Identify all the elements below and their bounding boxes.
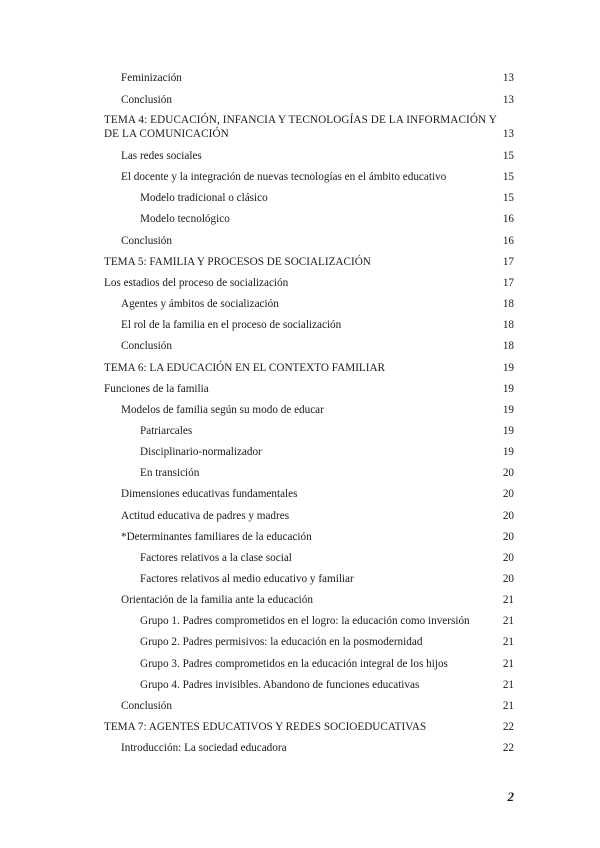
toc-entry-title: Modelo tecnológico [140, 213, 230, 225]
toc-entry-title: TEMA 7: AGENTES EDUCATIVOS Y REDES SOCIOEDUCATIVAS [104, 721, 427, 733]
toc-entry-title: Agentes y ámbitos de socialización [121, 298, 279, 310]
toc-entry-title: Modelo tradicional o clásico [140, 192, 268, 204]
toc-entry-page: 19 [502, 362, 514, 374]
toc-entry-page: 21 [502, 700, 514, 712]
toc-entry-title: Conclusión [121, 94, 172, 106]
toc-entry-title: Grupo 3. Padres comprometidos en la educación integral de los hijos [140, 658, 448, 670]
toc-entry-page: 19 [502, 383, 514, 395]
toc-entry-page: 18 [502, 298, 514, 310]
toc-entry-title: TEMA 5: FAMILIA Y PROCESOS DE SOCIALIZACIÓN [104, 256, 371, 268]
toc-entry-page: 20 [502, 552, 514, 564]
toc-entry-page: 18 [502, 340, 514, 352]
toc-entry-page: 17 [502, 256, 514, 268]
toc-entry-title: Grupo 1. Padres comprometidos en el logro: la educación como inversión [140, 615, 470, 627]
toc-entry-title: Factores relativos a la clase social [140, 552, 292, 564]
toc-entry-title: *Determinantes familiares de la educación [121, 531, 312, 543]
toc-entry-page: 15 [502, 171, 514, 183]
toc-entry-title: Conclusión [121, 340, 172, 352]
toc-entry-title: Dimensiones educativas fundamentales [121, 488, 298, 500]
toc-entry-page: 19 [502, 425, 514, 437]
toc-entry-page: 19 [502, 404, 514, 416]
toc-entry-title: El docente y la integración de nuevas tecnologías en el ámbito educativo [121, 171, 447, 183]
toc-entry-title: Conclusión [121, 235, 172, 247]
toc-entry-page: 22 [502, 742, 514, 754]
toc-entry-page: 18 [502, 319, 514, 331]
toc-entry-title: Modelos de familia según su modo de educar [121, 404, 324, 416]
toc-entry-page: 21 [502, 615, 514, 627]
toc-entry-title: Disciplinario-normalizador [140, 446, 262, 458]
toc-entry-title: Grupo 2. Padres permisivos: la educación en la posmodernidad [140, 636, 423, 648]
toc-entry-title: Funciones de la familia [104, 383, 209, 395]
toc-entry-title: Los estadios del proceso de socialización [104, 277, 289, 289]
toc-entry-title: El rol de la familia en el proceso de socialización [121, 319, 342, 331]
toc-entry-title: Conclusión [121, 700, 172, 712]
toc-entry-page: 21 [502, 658, 514, 670]
toc-entry-title: Feminización [121, 72, 182, 84]
toc-entry-page: 21 [502, 594, 514, 606]
toc-entry-title: Las redes sociales [121, 150, 202, 162]
toc-entry-title: Orientación de la familia ante la educación [121, 594, 313, 606]
toc-entry-page: 20 [502, 467, 514, 479]
toc-entry-page: 21 [502, 679, 514, 691]
toc-entry-title: Introducción: La sociedad educadora [121, 742, 287, 754]
toc-entry-page: 13 [502, 94, 514, 106]
toc-entry-title: En transición [140, 467, 200, 479]
toc-entry-page: 19 [502, 446, 514, 458]
toc-entry-title: Actitud educativa de padres y madres [121, 510, 290, 522]
toc-entry-page: 16 [502, 235, 514, 247]
toc-entry-title: Grupo 4. Padres invisibles. Abandono de funciones educativas [140, 679, 420, 691]
toc-entry-page: 20 [502, 531, 514, 543]
toc-entry-page: 21 [502, 636, 514, 648]
toc-entry-title: TEMA 4: EDUCACIÓN, INFANCIA Y TECNOLOGÍAS DE LA INFORMACIÓN Y DE LA COMUNICACIÓN [104, 114, 497, 140]
toc-entry-page: 20 [502, 488, 514, 500]
toc-entry-title: TEMA 6: LA EDUCACIÓN EN EL CONTEXTO FAMILIAR [104, 362, 386, 374]
toc-entry-page: 15 [502, 150, 514, 162]
toc-entry-title: Factores relativos al medio educativo y familiar [140, 573, 354, 585]
toc-entry-page: 15 [502, 192, 514, 204]
toc-entry-title: Patriarcales [140, 425, 193, 437]
toc-entry-page: 13 [502, 128, 514, 140]
toc-entry-page: 17 [502, 277, 514, 289]
page-number: 2 [507, 789, 514, 804]
toc-entry-page: 22 [502, 721, 514, 733]
toc-entry-page: 20 [502, 573, 514, 585]
toc-entry-page: 16 [502, 213, 514, 225]
toc-entry-page: 20 [502, 510, 514, 522]
toc-entry-page: 13 [502, 72, 514, 84]
